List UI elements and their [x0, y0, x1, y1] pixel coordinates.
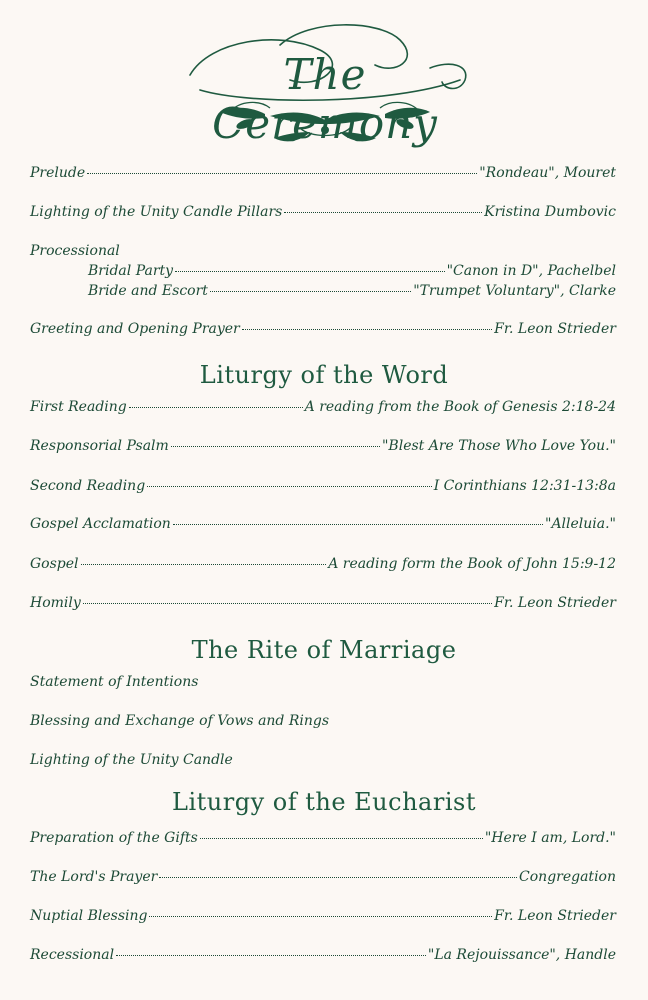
program-row-recessional	[30, 947, 616, 963]
section-heading-eucharist: Liturgy of the Eucharist	[172, 788, 476, 816]
dot-leader	[87, 172, 477, 174]
row-label: Homily	[30, 595, 81, 611]
dot-leader	[200, 837, 483, 839]
program-row-homily	[30, 595, 616, 611]
row-value: "La Rejouissance", Handle	[427, 947, 616, 963]
program-row-gifts	[30, 830, 616, 846]
program-row-first-reading	[30, 399, 616, 415]
page-title: The Ceremony	[212, 50, 438, 148]
row-label: Bridal Party	[88, 263, 174, 279]
dot-leader	[81, 563, 327, 565]
program-row-bridal-party	[88, 263, 616, 279]
dot-leader	[149, 915, 492, 917]
row-value: Fr. Leon Strieder	[494, 595, 616, 611]
program-row-greeting	[30, 321, 616, 337]
section-heading-marriage: The Rite of Marriage	[191, 636, 457, 664]
row-label: Greeting and Opening Prayer	[30, 321, 240, 337]
program-row-gospel-acclamation	[30, 516, 616, 532]
section-heading-word: Liturgy of the Word	[199, 361, 449, 389]
dot-leader	[171, 445, 380, 447]
program-item-vows-rings: Blessing and Exchange of Vows and Rings	[30, 713, 330, 729]
program-row-bride-escort	[88, 283, 616, 299]
row-value: "Blest Are Those Who Love You."	[381, 438, 616, 454]
dot-leader	[147, 485, 432, 487]
program-row-nuptial-blessing	[30, 908, 616, 924]
dot-leader	[284, 211, 482, 213]
row-value: Fr. Leon Strieder	[494, 908, 616, 924]
dot-leader	[210, 290, 411, 292]
row-value: "Canon in D", Pachelbel	[446, 263, 616, 279]
dot-leader	[175, 270, 445, 272]
program-item-intentions: Statement of Intentions	[30, 674, 199, 690]
row-label: Preparation of the Gifts	[30, 830, 198, 846]
program-item-unity-candle: Lighting of the Unity Candle	[30, 752, 233, 768]
row-value: A reading form the Book of John 15:9-12	[328, 556, 616, 572]
row-value: Kristina Dumbovic	[484, 204, 616, 220]
program-row-prelude	[30, 165, 616, 181]
row-value: I Corinthians 12:31-13:8a	[433, 478, 616, 494]
dot-leader	[129, 406, 303, 408]
row-label: The Lord's Prayer	[30, 869, 158, 885]
processional-label: Processional	[30, 243, 120, 259]
row-label: Prelude	[30, 165, 86, 181]
row-label: Recessional	[30, 947, 115, 963]
row-label: Gospel Acclamation	[30, 516, 171, 532]
row-label: Bride and Escort	[88, 283, 208, 299]
row-label: Second Reading	[30, 478, 146, 494]
row-label: Nuptial Blessing	[30, 908, 148, 924]
program-row-gospel	[30, 556, 616, 572]
program-row-unity-pillars	[30, 204, 616, 220]
dot-leader	[242, 328, 492, 330]
row-value: "Trumpet Voluntary", Clarke	[413, 283, 616, 299]
dot-leader	[116, 954, 426, 956]
program-row-lords-prayer	[30, 869, 616, 885]
row-value: "Alleluia."	[545, 516, 616, 532]
row-value: A reading from the Book of Genesis 2:18-24	[304, 399, 616, 415]
dot-leader	[83, 602, 492, 604]
row-value: Congregation	[519, 869, 616, 885]
program-row-responsorial-psalm	[30, 438, 616, 454]
row-value: "Here I am, Lord."	[484, 830, 616, 846]
row-label: First Reading	[30, 399, 127, 415]
dot-leader	[173, 523, 543, 525]
program-row-second-reading	[30, 478, 616, 494]
row-label: Lighting of the Unity Candle Pillars	[30, 204, 283, 220]
dot-leader	[159, 876, 517, 878]
row-value: Fr. Leon Strieder	[494, 321, 616, 337]
row-label: Gospel	[30, 556, 79, 572]
title-ornament	[170, 20, 480, 150]
row-value: "Rondeau", Mouret	[479, 165, 616, 181]
row-label: Responsorial Psalm	[30, 438, 169, 454]
